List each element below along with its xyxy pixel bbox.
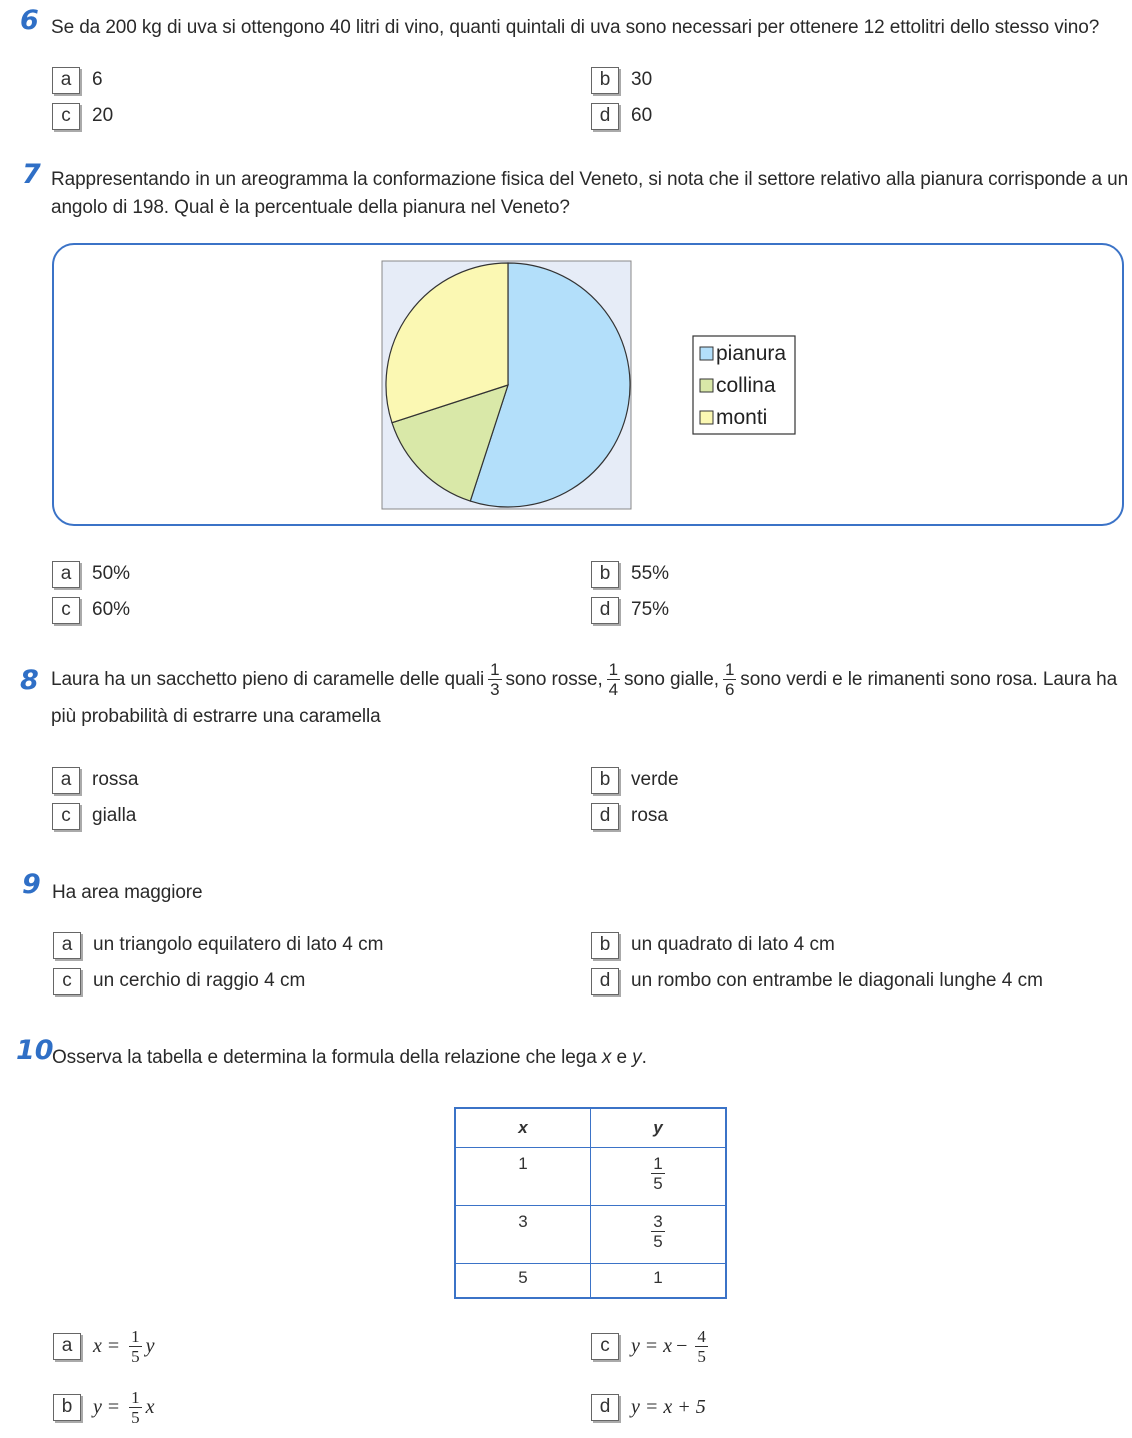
formula-eq: = [107, 1334, 120, 1357]
formula-rhs: x [145, 1395, 155, 1418]
option-7b[interactable] [591, 559, 669, 589]
option-6b[interactable] [591, 65, 652, 95]
frac-den: 5 [697, 1346, 706, 1366]
option-7a[interactable] [52, 559, 130, 589]
question-7-number: 7 [22, 159, 41, 190]
frac-num: 3 [653, 1212, 663, 1231]
option-10d[interactable] [591, 1392, 706, 1422]
option-9c[interactable] [53, 966, 305, 996]
option-7d[interactable] [591, 595, 669, 625]
frac-num: 1 [724, 660, 735, 679]
option-letter: c [591, 1333, 619, 1360]
option-letter: a [53, 932, 81, 959]
legend-swatch-collina [700, 379, 713, 392]
option-6a[interactable] [52, 65, 103, 95]
option-text: 55% [631, 563, 670, 584]
option-6c[interactable] [52, 101, 113, 131]
table-cell-y [591, 1148, 727, 1206]
question-6-text: Se da 200 kg di uva si ottengono 40 litri di vino, quanti quintali di uva sono necessari per ottenere 12 ettolitri dello stesso vino? [51, 17, 1100, 38]
table-row [455, 1148, 726, 1206]
formula-eq: = [107, 1395, 120, 1418]
option-letter: c [52, 597, 80, 624]
option-letter: d [591, 103, 619, 130]
frac-den: 5 [131, 1407, 140, 1427]
table-header-row [455, 1108, 726, 1148]
frac-den: 5 [653, 1232, 663, 1251]
legend-label-collina: collina [716, 374, 776, 397]
option-10b[interactable] [53, 1387, 155, 1427]
formula-rhs: y [145, 1334, 155, 1357]
table-cell-x: 1 [455, 1148, 591, 1206]
option-text: rossa [92, 769, 139, 790]
frac-den: 3 [490, 680, 500, 699]
option-9b[interactable] [591, 930, 835, 960]
option-formula: y = x + 5 [631, 1395, 706, 1418]
pie-chart [380, 259, 800, 515]
question-8-text [51, 660, 1131, 731]
frac-num: 1 [131, 1326, 140, 1346]
q10-var-y: y [632, 1047, 642, 1068]
option-text: 50% [92, 563, 131, 584]
formula-eq: = [645, 1334, 658, 1357]
formula-fraction [129, 1327, 142, 1366]
frac-num: 1 [490, 660, 500, 679]
xy-table [454, 1107, 727, 1299]
question-9-number: 9 [22, 869, 41, 900]
formula-mid: x [663, 1334, 673, 1357]
formula-fraction [129, 1388, 142, 1427]
option-text: un triangolo equilatero di lato 4 cm [93, 934, 384, 955]
option-8d[interactable] [591, 801, 668, 831]
frac-den: 5 [131, 1346, 140, 1366]
fraction-one-sixth [723, 660, 736, 699]
option-letter: a [53, 1333, 81, 1360]
option-letter: b [53, 1394, 81, 1421]
table-row [455, 1264, 726, 1298]
option-text: un cerchio di raggio 4 cm [93, 970, 306, 991]
fraction-one-third [488, 660, 501, 699]
legend-swatch-monti [700, 411, 713, 424]
frac-num: 1 [608, 660, 618, 679]
option-8a[interactable] [52, 765, 138, 795]
q10-text-dot: . [641, 1047, 647, 1068]
question-10-number: 10 [16, 1035, 54, 1066]
option-text: 30 [631, 69, 653, 90]
frac-den: 4 [608, 680, 618, 699]
option-8b[interactable] [591, 765, 679, 795]
option-formula [631, 1327, 712, 1366]
option-letter: d [591, 968, 619, 995]
frac-den: 5 [653, 1174, 663, 1193]
option-text: un quadrato di lato 4 cm [631, 934, 835, 955]
question-6-number: 6 [20, 5, 39, 36]
q8-text-b: sono rosse, [505, 668, 603, 690]
chart-legend [693, 336, 795, 434]
option-letter: b [591, 932, 619, 959]
question-10-text [52, 1044, 647, 1072]
frac-den: 6 [724, 680, 735, 699]
option-letter: c [53, 968, 81, 995]
legend-label-monti: monti [716, 406, 768, 429]
option-letter: c [52, 803, 80, 830]
option-letter: a [52, 67, 80, 94]
option-text: 60 [631, 105, 653, 126]
option-letter: d [591, 1394, 619, 1421]
formula-lhs: x [93, 1334, 102, 1357]
option-text: 6 [92, 69, 103, 90]
q10-text-a: Osserva la tabella e determina la formula della relazione che lega [52, 1047, 597, 1068]
frac-num: 1 [653, 1154, 663, 1173]
option-letter: d [591, 803, 619, 830]
option-letter: b [591, 67, 619, 94]
option-text: 60% [92, 599, 131, 620]
option-9a[interactable] [53, 930, 383, 960]
option-text: verde [631, 769, 679, 790]
q10-var-x: x [601, 1047, 612, 1068]
option-letter: b [591, 767, 619, 794]
option-9d[interactable] [591, 966, 1043, 996]
q8-text-c: sono gialle, [624, 668, 719, 690]
option-formula [93, 1327, 155, 1366]
frac-num: 1 [131, 1387, 140, 1407]
option-10a[interactable] [53, 1326, 155, 1366]
q8-text-d: sono verdi e le rimanenti sono rosa. Laura ha [740, 668, 1118, 690]
option-text: rosa [631, 805, 668, 826]
question-8-line2: più probabilità di estrarre una caramella [51, 706, 381, 727]
table-header-x: x [455, 1108, 591, 1148]
formula-lhs: y [631, 1334, 640, 1357]
legend-swatch-pianura [700, 347, 713, 360]
option-text: gialla [92, 805, 137, 826]
pie-slices [386, 263, 630, 507]
table-header-y: y [591, 1108, 727, 1148]
formula-lhs: y [93, 1395, 102, 1418]
question-9-text: Ha area maggiore [52, 882, 203, 903]
option-letter: a [52, 561, 80, 588]
question-8-line1 [51, 660, 1131, 699]
fraction-one-quarter [607, 660, 620, 699]
option-text: un rombo con entrambe le diagonali lunghe 4 cm [631, 970, 1043, 991]
option-10c[interactable] [591, 1326, 712, 1366]
q8-text-a: Laura ha un sacchetto pieno di caramelle delle quali [51, 668, 485, 690]
option-letter: a [52, 767, 80, 794]
question-8-number: 8 [20, 665, 39, 696]
frac-num: 4 [697, 1326, 706, 1346]
option-letter: b [591, 561, 619, 588]
option-letter: d [591, 597, 619, 624]
legend-label-pianura: pianura [716, 342, 787, 365]
table-cell-y [591, 1206, 727, 1264]
formula-minus: − [676, 1334, 688, 1357]
option-letter: c [52, 103, 80, 130]
question-7-text [51, 166, 1131, 222]
fraction-cell [651, 1212, 664, 1251]
option-text: 20 [92, 105, 114, 126]
formula-fraction [695, 1327, 708, 1366]
table-cell-x: 3 [455, 1206, 591, 1264]
question-7-line1: Rappresentando in un areogramma la conformazione fisica del Veneto, si nota che il settore relativo alla pianura corrisponde a un [51, 169, 1129, 190]
option-6d[interactable] [591, 101, 652, 131]
question-7-line2: angolo di 198. Qual è la percentuale della pianura nel Veneto? [51, 197, 570, 218]
q10-text-e: e [616, 1047, 627, 1068]
option-text: 75% [631, 599, 670, 620]
table-row [455, 1206, 726, 1264]
table-cell-x: 5 [455, 1264, 591, 1298]
fraction-cell [651, 1154, 664, 1193]
table-cell-y: 1 [591, 1264, 727, 1298]
option-8c[interactable] [52, 801, 136, 831]
option-7c[interactable] [52, 595, 130, 625]
option-formula [93, 1388, 155, 1427]
